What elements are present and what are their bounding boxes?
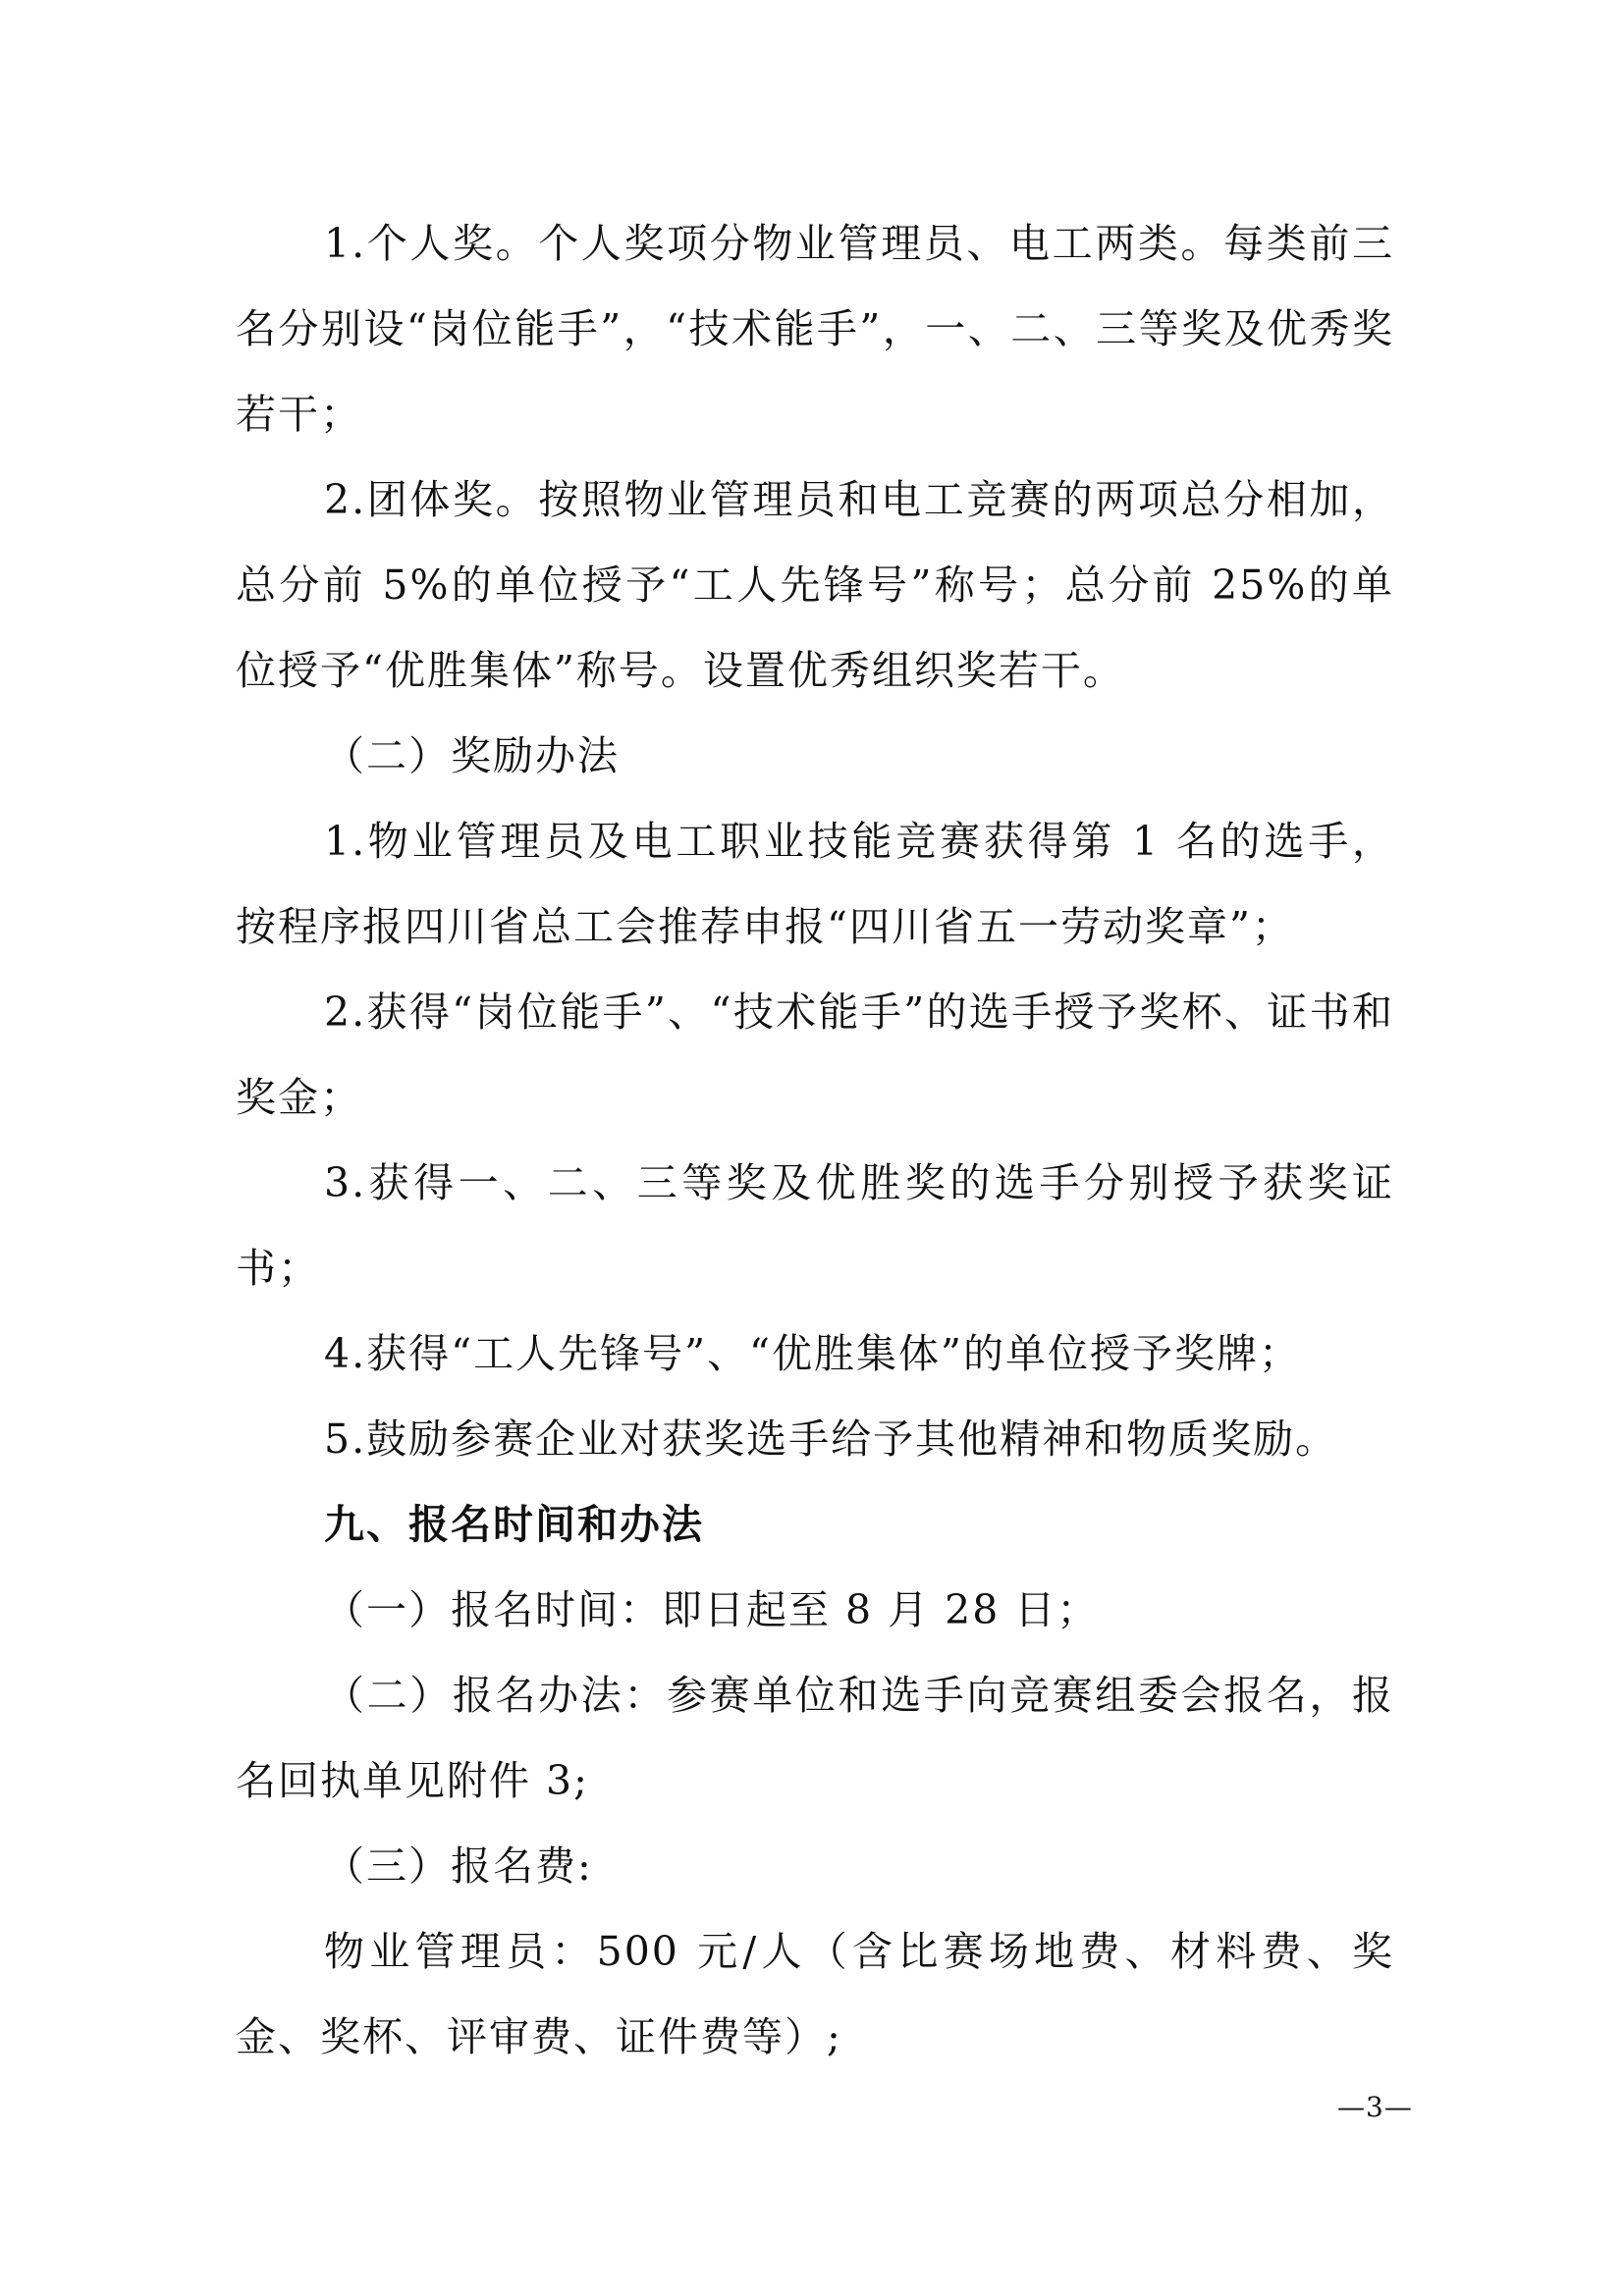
paragraph-registration-time: （一）报名时间：即日起至 8 月 28 日； — [324, 1586, 1100, 1633]
paragraph-registration-method: （二）报名办法：参赛单位和选手向竞赛组委会报名，报名回执单见附件 3; — [236, 1672, 1394, 1804]
paragraph-other-rewards: 5.鼓励参赛企业对获奖选手给予其他精神和物质奖励。 — [324, 1415, 1338, 1463]
paragraph-individual-award: 1.个人奖。个人奖项分物业管理员、电工两类。每类前三名分别设“岗位能手”，“技术能手”，一、二、三等奖及优秀奖若干； — [236, 220, 1394, 438]
section-heading-registration: 九、报名时间和办法 — [324, 1501, 704, 1548]
paragraph-first-place: 1.物业管理员及电工职业技能竞赛获得第 1 名的选手，按程序报四川省总工会推荐申报“四川省五一劳动奖章”； — [236, 818, 1394, 950]
paragraph-property-manager-fee: 物业管理员：500 元/人（含比赛场地费、材料费、奖金、奖杯、评审费、证件费等）; — [236, 1928, 1394, 2060]
document-body — [236, 201, 1394, 2080]
page-number: —3— — [1337, 2091, 1413, 2123]
paragraph-team-award: 2.团体奖。按照物业管理员和电工竞赛的两项总分相加，总分前 5%的单位授予“工人先锋号”称号；总分前 25%的单位授予“优胜集体”称号。设置优秀组织奖若干。 — [236, 476, 1394, 694]
paragraph-prize-certificates: 3.获得一、二、三等奖及优胜奖的选手分别授予获奖证书； — [236, 1159, 1394, 1292]
paragraph-trophy-certificate: 2.获得“岗位能手”、“技术能手”的选手授予奖杯、证书和奖金； — [236, 988, 1394, 1121]
paragraph-registration-fee: （三）报名费: — [324, 1842, 593, 1890]
subheading-reward-method: （二）奖励办法 — [324, 732, 620, 779]
paragraph-unit-plaques: 4.获得“工人先锋号”、“优胜集体”的单位授予奖牌； — [324, 1330, 1301, 1377]
